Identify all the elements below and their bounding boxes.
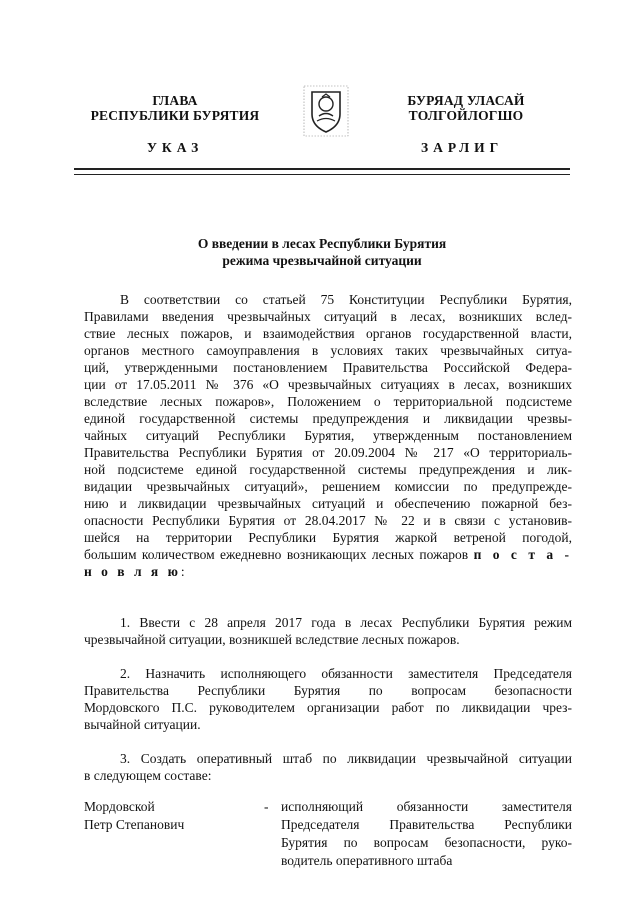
member-surname: Мордовской [84, 799, 155, 814]
spaced-word-part1: п о с т а - [473, 547, 573, 562]
text-line-with-decree-word [84, 546, 572, 563]
header-left-line2: РЕСПУБЛИКИ БУРЯТИЯ [90, 108, 260, 123]
text-line: в следующем составе: [84, 768, 212, 783]
text-line: В соответствии со статьей 75 Конституции Республики Бурятия, [120, 292, 572, 307]
text-line: Председателя Правительства Республики [281, 817, 572, 832]
coat-of-arms-icon [302, 80, 350, 138]
text-line: 1. Ввести с 28 апреля 2017 года в лесах Республики Бурятия режим [120, 615, 572, 630]
text-line: 2. Назначить исполняющего обязанности заместителя Председателя [120, 666, 572, 681]
text-line: ной подсистеме единой государственной системы предупреждения и лик- [84, 462, 572, 477]
text-line: ции от 17.05.2011 № 376 «О чрезвычайных ситуациях в лесах, возникших [84, 377, 572, 392]
decree-label-left: УКАЗ [147, 140, 204, 155]
text-line: опасности Республики Бурятия от 28.04.2017 № 22 и в связи с установив- [84, 513, 572, 528]
text-line: вычайной ситуации. [84, 717, 201, 732]
item-3 [84, 750, 572, 784]
text-line: исполняющий обязанности заместителя [281, 799, 572, 814]
preamble [84, 291, 572, 580]
member-dash: - [264, 799, 269, 814]
header-left [80, 93, 270, 123]
text-line: водитель оперативного штаба [281, 853, 453, 868]
header-right-line2: ТОЛГОЙЛОГШО [408, 108, 524, 123]
text-fragment: большим количеством ежедневно возникающих лесных пожаров [84, 547, 469, 562]
text-line: Мордовского П.С. руководителем организации работ по ликвидации чрез- [84, 700, 572, 715]
text-line: чрезвычайной ситуации, возникшей вследствие лесных пожаров. [84, 632, 460, 647]
text-line: Правительства Республики Бурятия от 20.09.2004 № 217 «О территориаль- [84, 445, 572, 460]
member-role [281, 798, 572, 870]
text-line [84, 563, 572, 580]
member-name [84, 798, 244, 834]
decree-label-right: ЗАРЛИГ [421, 140, 504, 155]
text-line: 3. Создать оперативный штаб по ликвидации чрезвычайной ситуации [120, 751, 572, 766]
text-line: Бурятия по вопросам безопасности, руко- [281, 835, 572, 850]
document-title [74, 235, 570, 269]
colon: : [180, 564, 185, 579]
text-line: ствие лесных пожаров, и взаимодействия органов государственной власти, [84, 326, 572, 341]
text-line: Правительства Республики Бурятия по вопросам безопасности [84, 683, 572, 698]
spaced-word-part2: н о в л я ю [84, 564, 181, 579]
text-line: видации чрезвычайных ситуаций», решением комиссии по предупрежде- [84, 479, 572, 494]
text-line: единой государственной системы предупреждения и ликвидации чрезвы- [84, 411, 572, 426]
text-line: вследствие лесных пожаров», Положением о территориальной подсистеме [84, 394, 572, 409]
text-line: нию и ликвидации чрезвычайных ситуаций и обеспечению пожарной без- [84, 496, 572, 511]
text-line: шейся на территории Республики Бурятия жаркой ветреной погодой, [84, 530, 572, 545]
member-given-names: Петр Степанович [84, 817, 185, 832]
text-line: чайных ситуаций Республики Бурятия, утвержденным постановлением [84, 428, 572, 443]
header-divider [74, 168, 570, 175]
item-1 [84, 614, 572, 648]
header-right [371, 93, 561, 123]
title-line1: О введении в лесах Республики Бурятия [197, 236, 447, 251]
header-left-line1: ГЛАВА [152, 93, 198, 108]
item-2 [84, 665, 572, 733]
text-line: органов местного самоуправления в условиях таких чрезвычайных ситуа- [84, 343, 572, 358]
title-line2: режима чрезвычайной ситуации [222, 253, 422, 268]
header-right-line1: БУРЯАД УЛАСАЙ [407, 93, 525, 108]
text-line: ций, утвержденными постановлением Правительства Российской Федера- [84, 360, 572, 375]
text-line: Правилами введения чрезвычайных ситуаций в лесах, возникших вслед- [84, 309, 572, 324]
